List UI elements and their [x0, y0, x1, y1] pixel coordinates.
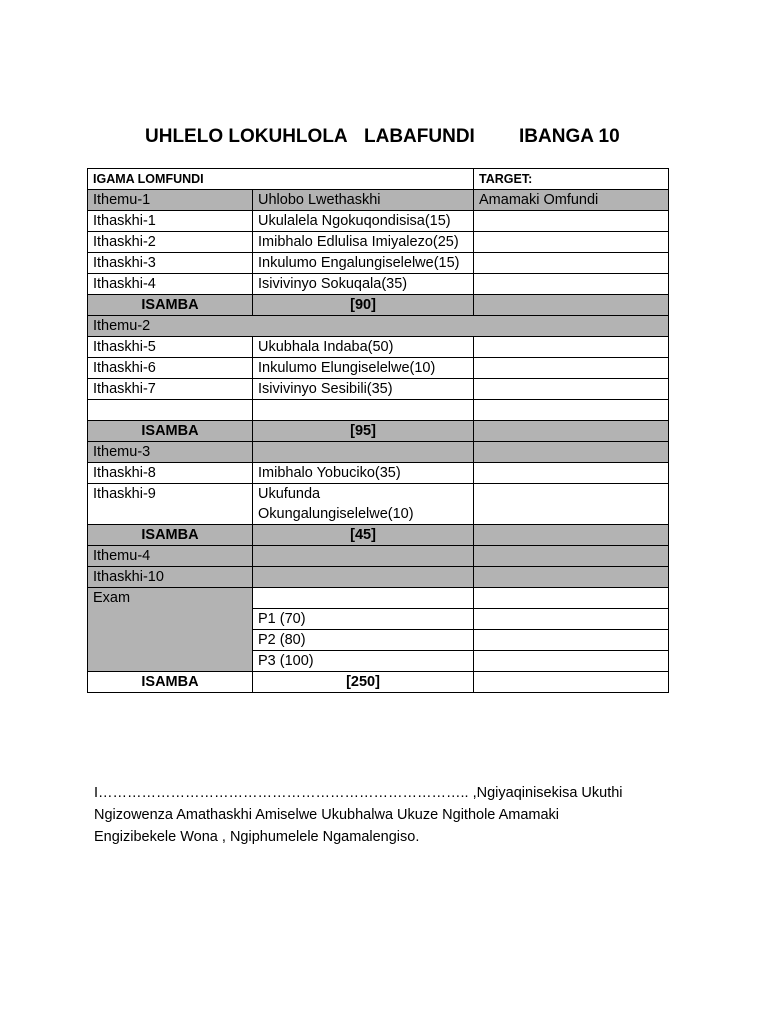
table-row [88, 274, 669, 295]
marks-cell[interactable] [474, 463, 669, 484]
total-row [88, 421, 669, 442]
marks-cell[interactable] [474, 358, 669, 379]
task-cell: Ithaskhi-7 [88, 379, 253, 400]
empty-cell [474, 442, 669, 463]
total-value: [250] [253, 672, 474, 693]
exam-label: Exam [88, 588, 253, 672]
marks-cell[interactable] [474, 630, 669, 651]
grand-total-row [88, 672, 669, 693]
task-cell: Ithaskhi-5 [88, 337, 253, 358]
marks-cell[interactable] [474, 400, 669, 421]
task-cell: Ithaskhi-2 [88, 232, 253, 253]
table-row [88, 484, 669, 525]
term-row [88, 316, 669, 337]
marks-cell[interactable] [474, 421, 669, 442]
table-row [88, 253, 669, 274]
task-type-header: Uhlobo Lwethaskhi [253, 190, 474, 211]
marks-cell[interactable] [474, 484, 669, 525]
total-label: ISAMBA [88, 672, 253, 693]
total-value: [45] [253, 525, 474, 546]
table-row [88, 463, 669, 484]
table-row [88, 567, 669, 588]
target-label: TARGET: [474, 169, 669, 190]
declaration-line-3: Engizibekele Wona , Ngiphumelele Ngamalengiso. [94, 829, 420, 845]
task-cell: Ithaskhi-6 [88, 358, 253, 379]
empty-cell [88, 400, 253, 421]
learner-name-label: IGAMA LOMFUNDI [88, 169, 474, 190]
term-1-label: Ithemu-1 [88, 190, 253, 211]
task-type-cell: Ukufunda Okungalungiselelwe(10) [253, 484, 474, 525]
total-label: ISAMBA [88, 295, 253, 316]
marks-cell[interactable] [474, 211, 669, 232]
empty-cell [253, 400, 474, 421]
task-type-cell: Ukulalela Ngokuqondisisa(15) [253, 211, 474, 232]
task-type-cell: Isivivinyo Sesibili(35) [253, 379, 474, 400]
column-header-row [88, 190, 669, 211]
marks-cell[interactable] [474, 651, 669, 672]
table-header-row [88, 169, 669, 190]
empty-cell [253, 442, 474, 463]
marks-cell[interactable] [474, 295, 669, 316]
task-cell: Ithaskhi-4 [88, 274, 253, 295]
marks-cell[interactable] [474, 337, 669, 358]
total-label: ISAMBA [88, 525, 253, 546]
paper-1: P1 (70) [253, 609, 474, 630]
task-type-cell: Imibhalo Yobuciko(35) [253, 463, 474, 484]
term-row [88, 442, 669, 463]
marks-cell[interactable] [474, 609, 669, 630]
marks-cell[interactable] [474, 588, 669, 609]
empty-cell [474, 546, 669, 567]
title-part-1: UHLELO LOKUHLOLA [145, 126, 348, 147]
marks-cell[interactable] [474, 253, 669, 274]
task-cell: Ithaskhi-8 [88, 463, 253, 484]
learner-marks-header: Amamaki Omfundi [474, 190, 669, 211]
table-row [88, 232, 669, 253]
marks-cell[interactable] [474, 525, 669, 546]
empty-row [88, 400, 669, 421]
task-type-cell: Imibhalo Edlulisa Imiyalezo(25) [253, 232, 474, 253]
marks-cell[interactable] [474, 672, 669, 693]
marks-cell[interactable] [474, 379, 669, 400]
total-value: [90] [253, 295, 474, 316]
task-cell: Ithaskhi-1 [88, 211, 253, 232]
total-row [88, 525, 669, 546]
assessment-table [87, 168, 669, 693]
table-row [88, 358, 669, 379]
empty-cell [253, 546, 474, 567]
task-type-cell: Isivivinyo Sokuqala(35) [253, 274, 474, 295]
marks-cell[interactable] [474, 274, 669, 295]
empty-cell [253, 588, 474, 609]
task-cell: Ithaskhi-9 [88, 484, 253, 525]
table-row [88, 211, 669, 232]
learner-declaration [94, 782, 674, 848]
term-row [88, 546, 669, 567]
empty-cell [253, 567, 474, 588]
declaration-line-2: Ngizowenza Amathaskhi Amiselwe Ukubhalwa Ukuze Ngithole Amamaki [94, 807, 560, 823]
paper-2: P2 (80) [253, 630, 474, 651]
exam-row [88, 588, 669, 609]
table-row [88, 379, 669, 400]
declaration-line-1: I………………………………………………………………….. ,Ngiyaqinisekisa Ukuthi [94, 785, 623, 801]
table-row [88, 337, 669, 358]
total-row [88, 295, 669, 316]
total-value: [95] [253, 421, 474, 442]
task-type-cell: Ukubhala Indaba(50) [253, 337, 474, 358]
page-title [0, 126, 768, 150]
task-type-cell: Inkulumo Elungiselelwe(10) [253, 358, 474, 379]
title-part-2: LABAFUNDI [364, 126, 475, 147]
term-4-label: Ithemu-4 [88, 546, 253, 567]
empty-cell [474, 567, 669, 588]
task-cell: Ithaskhi-3 [88, 253, 253, 274]
term-2-label: Ithemu-2 [88, 316, 669, 337]
paper-3: P3 (100) [253, 651, 474, 672]
term-3-label: Ithemu-3 [88, 442, 253, 463]
task-cell: Ithaskhi-10 [88, 567, 253, 588]
title-part-3: IBANGA 10 [519, 126, 620, 147]
marks-cell[interactable] [474, 232, 669, 253]
task-type-cell: Inkulumo Engalungiselelwe(15) [253, 253, 474, 274]
total-label: ISAMBA [88, 421, 253, 442]
